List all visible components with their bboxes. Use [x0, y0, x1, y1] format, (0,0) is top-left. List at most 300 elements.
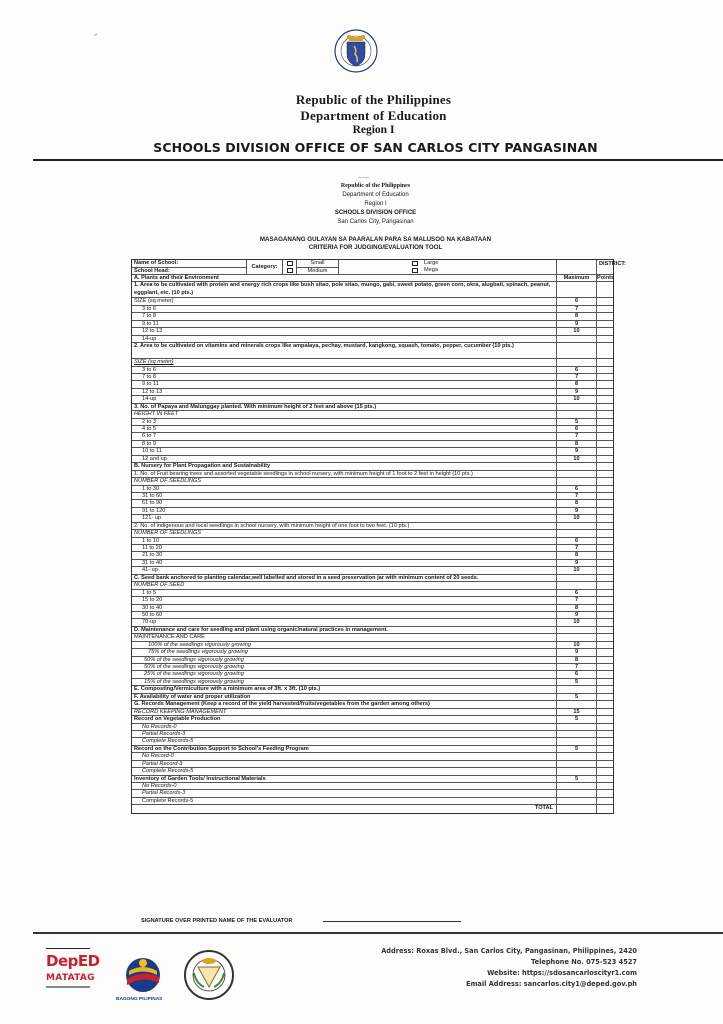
criterion-label: Inventory of Garden Tools/ Instructional Materials [132, 776, 557, 782]
points-input-cell[interactable] [597, 798, 613, 804]
criterion-label: G. Records Management (Keep a record of the yield harvested/fruits/vegetables from the garden among others) [132, 701, 557, 707]
table-row [132, 798, 613, 805]
maximum-points-cell [557, 471, 597, 477]
criterion-label: 11 to 20 [132, 545, 557, 551]
criterion-label: Partial Record-3 [132, 761, 557, 767]
points-input-cell[interactable] [597, 419, 613, 425]
maximum-points-cell: 10 [557, 456, 597, 462]
signature-line[interactable] [323, 921, 461, 922]
table-row [132, 411, 613, 418]
table-row [132, 679, 613, 686]
maximum-points-cell: 8 [557, 313, 597, 319]
points-input-cell[interactable] [597, 783, 613, 789]
table-row [132, 426, 613, 433]
table-row [132, 671, 613, 678]
table-row [132, 321, 613, 328]
table-row [132, 448, 613, 455]
criterion-label: 14-up [132, 336, 557, 342]
criterion-label: No Records-0 [132, 783, 557, 789]
points-input-cell[interactable] [597, 374, 613, 380]
points-input-cell[interactable] [597, 448, 613, 454]
table-row [132, 433, 613, 440]
table-row [132, 724, 613, 731]
points-input-cell[interactable] [597, 359, 613, 365]
criterion-label: 1. No. of Fruit bearing trees and assorted vegetable seedlings in school nursery, with minimum height of 1 foot to 2 feet in height (10 pts.) [132, 471, 557, 477]
table-row [132, 709, 613, 716]
points-input-cell[interactable] [597, 396, 613, 402]
points-input-cell[interactable] [597, 679, 613, 685]
district-field[interactable]: DISTRICT: [599, 261, 627, 267]
maximum-points-cell: 7 [557, 306, 597, 312]
maximum-points-cell: 7 [557, 545, 597, 551]
points-input-cell[interactable] [597, 575, 613, 581]
table-row [132, 642, 613, 649]
maximum-points-cell [557, 790, 597, 796]
checkbox-medium[interactable] [287, 268, 293, 274]
criterion-label: 14-up [132, 396, 557, 402]
table-row [132, 441, 613, 448]
table-row [132, 298, 613, 305]
maximum-points-cell [557, 686, 597, 692]
table-row [132, 530, 613, 537]
maximum-points-cell [557, 343, 597, 358]
maximum-points-cell [557, 798, 597, 804]
table-row [132, 664, 613, 671]
deped-seal-icon [334, 20, 378, 82]
checkbox-mega[interactable] [412, 268, 418, 274]
points-input-cell[interactable] [597, 627, 613, 633]
points-input-cell[interactable] [597, 701, 613, 707]
points-input-cell[interactable] [597, 724, 613, 730]
criterion-label: NUMBER OF SEEDLINGS [132, 530, 557, 536]
criterion-label: Complete Records-5 [132, 738, 557, 744]
points-input-cell[interactable] [597, 768, 613, 774]
criterion-label: SIZE (sq.meter) [132, 298, 557, 304]
table-row [132, 343, 613, 359]
criterion-label: Partial Records-3 [132, 790, 557, 796]
footer-email[interactable]: Email Address: sancarlos.city1@deped.gov.ph [466, 980, 637, 988]
points-input-cell[interactable] [597, 731, 613, 737]
criterion-label: RECORD KEEPING MANAGEMENT [132, 709, 557, 715]
table-row [132, 694, 613, 701]
criterion-label: 12 to 13 [132, 328, 557, 334]
criterion-label: 21 to 30 [132, 552, 557, 558]
maximum-points-cell: 6 [557, 590, 597, 596]
points-input-cell[interactable] [597, 471, 613, 477]
maximum-points-cell [557, 731, 597, 737]
maximum-points-cell [557, 783, 597, 789]
maximum-points-cell [557, 404, 597, 410]
points-input-cell[interactable] [597, 404, 613, 410]
school-head-field[interactable]: School Head: [134, 267, 170, 274]
points-input-cell[interactable] [597, 746, 613, 752]
table-row [132, 486, 613, 493]
points-input-cell[interactable] [597, 508, 613, 514]
table-row [132, 478, 613, 485]
table-row [132, 761, 613, 768]
points-input-cell[interactable] [597, 805, 613, 812]
maximum-points-cell: 5 [557, 746, 597, 752]
maximum-points-cell: 9 [557, 389, 597, 395]
maximum-points-cell: 7 [557, 433, 597, 439]
maximum-points-cell [557, 411, 597, 417]
maximum-points-cell: 9 [557, 560, 597, 566]
table-row [132, 575, 613, 582]
points-input-cell[interactable] [597, 590, 613, 596]
criterion-label: 15% of the seedlings vigorously growing [132, 679, 557, 685]
maximum-points-cell: 7 [557, 493, 597, 499]
table-row [132, 313, 613, 320]
criterion-label: Complete Records-5 [132, 768, 557, 774]
points-input-cell[interactable] [597, 694, 613, 700]
maximum-points-cell: 7 [557, 374, 597, 380]
criterion-label: 31 to 60 [132, 493, 557, 499]
table-row [132, 500, 613, 507]
maximum-points-cell [557, 768, 597, 774]
points-input-cell[interactable] [597, 560, 613, 566]
points-input-cell[interactable] [597, 790, 613, 796]
criterion-label: 2 to 3 [132, 419, 557, 425]
criterion-label: Record on Vegetable Production [132, 716, 557, 722]
maximum-points-cell [557, 575, 597, 581]
criterion-label: 70-up [132, 619, 557, 625]
points-input-cell[interactable] [597, 433, 613, 439]
maximum-points-cell: 15 [557, 709, 597, 715]
table-row [132, 419, 613, 426]
table-row [132, 560, 613, 567]
points-input-cell[interactable] [597, 582, 613, 588]
points-input-cell[interactable] [597, 478, 613, 484]
points-input-cell[interactable] [597, 493, 613, 499]
table-row [132, 463, 613, 470]
maximum-points-cell: 5 [557, 776, 597, 782]
criterion-label: A. Plants and their Environment [132, 275, 557, 281]
points-input-cell[interactable] [597, 411, 613, 417]
points-input-cell[interactable] [597, 523, 613, 529]
maximum-points-cell: 8 [557, 552, 597, 558]
footer-address: Address: Roxas Blvd., San Carlos City, Pangasinan, Philippines, 2420 [381, 947, 637, 955]
points-input-cell[interactable] [597, 343, 613, 358]
maximum-points-cell [557, 701, 597, 707]
points-input-cell[interactable] [597, 671, 613, 677]
maximum-points-cell [557, 478, 597, 484]
table-row [132, 738, 613, 745]
table-row [132, 649, 613, 656]
points-input-cell[interactable] [597, 753, 613, 759]
footer-telephone: Telephone No. 075-523 4527 [531, 958, 637, 966]
maximum-points-cell [557, 530, 597, 536]
maximum-points-cell: 9 [557, 508, 597, 514]
maximum-points-cell: 8 [557, 605, 597, 611]
maximum-points-cell [557, 634, 597, 640]
bagong-pilipinas-label: BAGONG PILIPINAS [116, 997, 163, 1002]
table-row [132, 456, 613, 463]
criterion-label: SIZE (sq meter) [132, 359, 557, 365]
points-input-cell[interactable] [597, 545, 613, 551]
blank-cell [557, 260, 597, 274]
criterion-label: No Record-0 [132, 753, 557, 759]
table-row [132, 619, 613, 626]
inner-city: San Carlos City, Pangasinan [337, 219, 414, 225]
points-input-cell[interactable] [597, 328, 613, 334]
total-label: TOTAL [132, 805, 557, 812]
scan-speck: ~ [92, 31, 100, 40]
criterion-label: 30 to 40 [132, 605, 557, 611]
criterion-label: 100% of the seedlings vigorously growing [132, 642, 557, 648]
points-input-cell[interactable] [597, 463, 613, 469]
table-row [132, 359, 613, 366]
deped-matatag-logo [46, 948, 100, 1002]
category-medium-label: Medium [307, 267, 328, 274]
signature-label: SIGNATURE OVER PRINTED NAME OF THE EVALUATOR [141, 918, 293, 924]
points-input-cell[interactable] [597, 649, 613, 655]
criterion-label: Record on the Contribution Support to School's Feeding Program [132, 746, 557, 752]
points-input-cell[interactable] [597, 709, 613, 715]
table-row [132, 493, 613, 500]
criterion-label: 1 to 30 [132, 486, 557, 492]
points-column-header: Points [597, 275, 615, 281]
criterion-label: 1 to 10 [132, 538, 557, 544]
points-input-cell[interactable] [597, 456, 613, 462]
inner-department: Department of Education [342, 192, 409, 198]
table-row [132, 605, 613, 612]
maximum-points-cell: 8 [557, 500, 597, 506]
points-input-cell[interactable] [597, 306, 613, 312]
table-row [132, 336, 613, 343]
points-input-cell[interactable] [597, 634, 613, 640]
criterion-label: D. Maintenance and care for seedling and plant using organic/natural practices in management. [132, 627, 557, 633]
category-mega-label: Mega [424, 267, 438, 273]
table-row [132, 515, 613, 522]
table-row [132, 627, 613, 634]
points-input-cell[interactable] [597, 441, 613, 447]
table-row [132, 389, 613, 396]
maximum-points-cell: 6 [557, 426, 597, 432]
table-row [132, 523, 613, 530]
maximum-points-cell: 10 [557, 515, 597, 521]
table-row [132, 306, 613, 313]
checkbox-small[interactable] [287, 261, 293, 267]
maximum-points-cell: 10 [557, 567, 597, 573]
maximum-points-cell: 10 [557, 642, 597, 648]
maximum-points-cell: 9 [557, 321, 597, 327]
school-name-field[interactable]: Name of School: [132, 260, 246, 268]
table-row [132, 612, 613, 619]
table-row [132, 282, 613, 298]
criterion-label: MAINTENANCE AND CARE [132, 634, 557, 640]
points-input-cell[interactable] [597, 664, 613, 670]
maximum-points-cell [557, 805, 597, 812]
category-small-label: Small [297, 260, 338, 268]
criterion-label: 15 to 20 [132, 597, 557, 603]
criterion-label: 2. Area to be cultivated on vitamins and minerals crops like ampalaya, pechay, mustard, kangkong, squash, tomato, pepper, cucumber (10 pts.) [132, 343, 557, 358]
criterion-label: 12 and up [132, 456, 557, 462]
table-row [132, 776, 613, 783]
points-input-cell[interactable] [597, 597, 613, 603]
maximum-points-cell [557, 523, 597, 529]
table-row [132, 805, 613, 812]
table-row [132, 753, 613, 760]
school-info-row [132, 260, 627, 275]
criterion-label: 4 to 5 [132, 426, 557, 432]
criterion-label: 8 to 9 [132, 441, 557, 447]
maximum-points-cell: 9 [557, 448, 597, 454]
criterion-label: HEIGHT IN FEET [132, 411, 557, 417]
maximum-points-cell [557, 627, 597, 633]
letterhead-divider [33, 159, 723, 161]
criterion-label: F. Availability of water and proper utilization [132, 694, 557, 700]
maximum-points-cell: 6 [557, 298, 597, 304]
form-subtitle: CRITERIA FOR JUDGING/EVALUATION TOOL [308, 244, 443, 251]
table-row [132, 790, 613, 797]
maximum-points-cell [557, 336, 597, 342]
points-input-cell[interactable] [597, 321, 613, 327]
points-input-cell[interactable] [597, 605, 613, 611]
points-input-cell[interactable] [597, 298, 613, 304]
maximum-points-cell: 8 [557, 381, 597, 387]
deped-logo-text [46, 952, 100, 970]
maximum-points-cell: 7 [557, 664, 597, 670]
criterion-label: 1 to 5 [132, 590, 557, 596]
maximum-points-cell: 7 [557, 597, 597, 603]
criterion-label: 50% of the seedlings vigorously growing [132, 657, 557, 663]
criterion-label: 50% of the seedlings vigorously growing [132, 664, 557, 670]
table-row [132, 275, 613, 282]
table-row [132, 567, 613, 574]
points-input-cell[interactable] [597, 336, 613, 342]
category-label: Category: [247, 260, 283, 274]
table-row [132, 731, 613, 738]
table-row [132, 381, 613, 388]
criterion-label: C. Seed bank anchored to planting calendar,well labelled and stored in a seed preservation jar with minimum content of 20 seeds. [132, 575, 557, 581]
points-input-cell[interactable] [597, 367, 613, 373]
criterion-label: B. Nursery for Plant Propagation and Sustainability [132, 463, 557, 469]
criterion-label: 1. Area to be cultivated with protein and energy rich crops like bush sitao, pole sitao, mungo, gabi, sweet potato, green corn, okra, alugbati, spinach, peanut, eggplant, etc. (10 pts.) [132, 282, 557, 297]
maximum-points-cell: 9 [557, 612, 597, 618]
maximum-points-cell: 8 [557, 441, 597, 447]
checkbox-large[interactable] [412, 261, 418, 267]
maximum-points-cell [557, 724, 597, 730]
criterion-label: 91 to 120 [132, 508, 557, 514]
inner-office: SCHOOLS DIVISION OFFICE [334, 210, 417, 216]
table-row [132, 396, 613, 403]
points-input-cell[interactable] [597, 738, 613, 744]
points-input-cell[interactable] [597, 426, 613, 432]
points-input-cell[interactable] [597, 486, 613, 492]
criterion-label: 3 to 6 [132, 306, 557, 312]
points-input-cell[interactable] [597, 389, 613, 395]
table-row [132, 404, 613, 411]
inner-seal-icon: ∼–∼ [358, 175, 370, 181]
maximum-points-cell [557, 282, 597, 297]
criterion-label: 9 to 11 [132, 381, 557, 387]
table-row [132, 590, 613, 597]
maximum-points-cell: 5 [557, 694, 597, 700]
criterion-label: E. Composting/Vermiculture with a minimum area of 3ft. x 3ft. (10 pts.) [132, 686, 557, 692]
criterion-label: 3 to 6 [132, 367, 557, 373]
footer-divider [33, 932, 723, 934]
points-input-cell[interactable] [597, 686, 613, 692]
points-input-cell[interactable] [597, 313, 613, 319]
criterion-label: 50 to 60 [132, 612, 557, 618]
criterion-label: 12 to 13 [132, 389, 557, 395]
criterion-label: 3. No. of Papaya and Malunggay planted. With minimum height of 2 feet and above (15 pts.) [132, 404, 557, 410]
points-input-cell[interactable] [597, 282, 613, 297]
form-title: MASAGANANG GULAYAN SA PAARALAN PARA SA MALUSOG NA KABATAAN [259, 236, 492, 243]
maximum-points-cell: 10 [557, 396, 597, 402]
criterion-label: 6 to 7 [132, 433, 557, 439]
table-row [132, 634, 613, 641]
category-large-label: Large [424, 260, 439, 266]
points-input-cell[interactable] [597, 642, 613, 648]
letterhead-department: Department of Education [300, 108, 447, 123]
criterion-label: 75% of the seedlings vigorously growing [132, 649, 557, 655]
letterhead-division: SCHOOLS DIVISION OFFICE OF SAN CARLOS CITY PANGASINAN [153, 140, 598, 155]
table-row [132, 367, 613, 374]
sdo-seal-icon [184, 947, 234, 1003]
maximum-points-cell: 10 [557, 619, 597, 625]
maximum-points-cell [557, 359, 597, 365]
table-row [132, 746, 613, 753]
letterhead-region: Region I [352, 124, 395, 136]
criterion-label: NUMBER OF SEEDLINGS [132, 478, 557, 484]
maximum-points-cell [557, 761, 597, 767]
bagong-pilipinas-logo-icon [123, 953, 163, 993]
table-row [132, 582, 613, 589]
table-row [132, 716, 613, 723]
maximum-points-cell: 6 [557, 367, 597, 373]
points-input-cell[interactable] [597, 538, 613, 544]
table-row [132, 701, 613, 708]
maximum-points-cell: 8 [557, 657, 597, 663]
maximum-points-cell [557, 753, 597, 759]
points-input-cell[interactable] [597, 657, 613, 663]
points-input-cell[interactable] [597, 716, 613, 722]
criterion-label: Partial Records-3 [132, 731, 557, 737]
points-input-cell[interactable] [597, 619, 613, 625]
criterion-label: 9 to 11 [132, 321, 557, 327]
points-input-cell[interactable] [597, 776, 613, 782]
maximum-points-cell [557, 463, 597, 469]
criterion-label: 7 to 8 [132, 313, 557, 319]
criterion-label: NUMBER OF SEED [132, 582, 557, 588]
maximum-points-cell: 6 [557, 486, 597, 492]
criterion-label: Complete Records-5 [132, 798, 557, 804]
footer-website[interactable]: Website: https://sdosancarloscityr1.com [487, 969, 637, 977]
criterion-label: 31 to 40 [132, 560, 557, 566]
points-input-cell[interactable] [597, 381, 613, 387]
evaluation-table [131, 259, 627, 814]
points-input-cell[interactable] [597, 612, 613, 618]
criterion-label: 41- up [132, 567, 557, 573]
points-input-cell[interactable] [597, 515, 613, 521]
maximum-points-cell: 6 [557, 671, 597, 677]
table-row [132, 545, 613, 552]
table-row [132, 783, 613, 790]
points-input-cell[interactable] [597, 530, 613, 536]
maximum-points-cell [557, 582, 597, 588]
letterhead-republic: Republic of the Philippines [295, 92, 452, 107]
table-row [132, 328, 613, 335]
points-input-cell[interactable] [597, 761, 613, 767]
maximum-points-cell: 9 [557, 649, 597, 655]
table-row [132, 508, 613, 515]
points-input-cell[interactable] [597, 500, 613, 506]
points-input-cell[interactable] [597, 567, 613, 573]
matatag-text: MATATAG [46, 973, 95, 983]
points-input-cell[interactable] [597, 552, 613, 558]
table-row [132, 768, 613, 775]
